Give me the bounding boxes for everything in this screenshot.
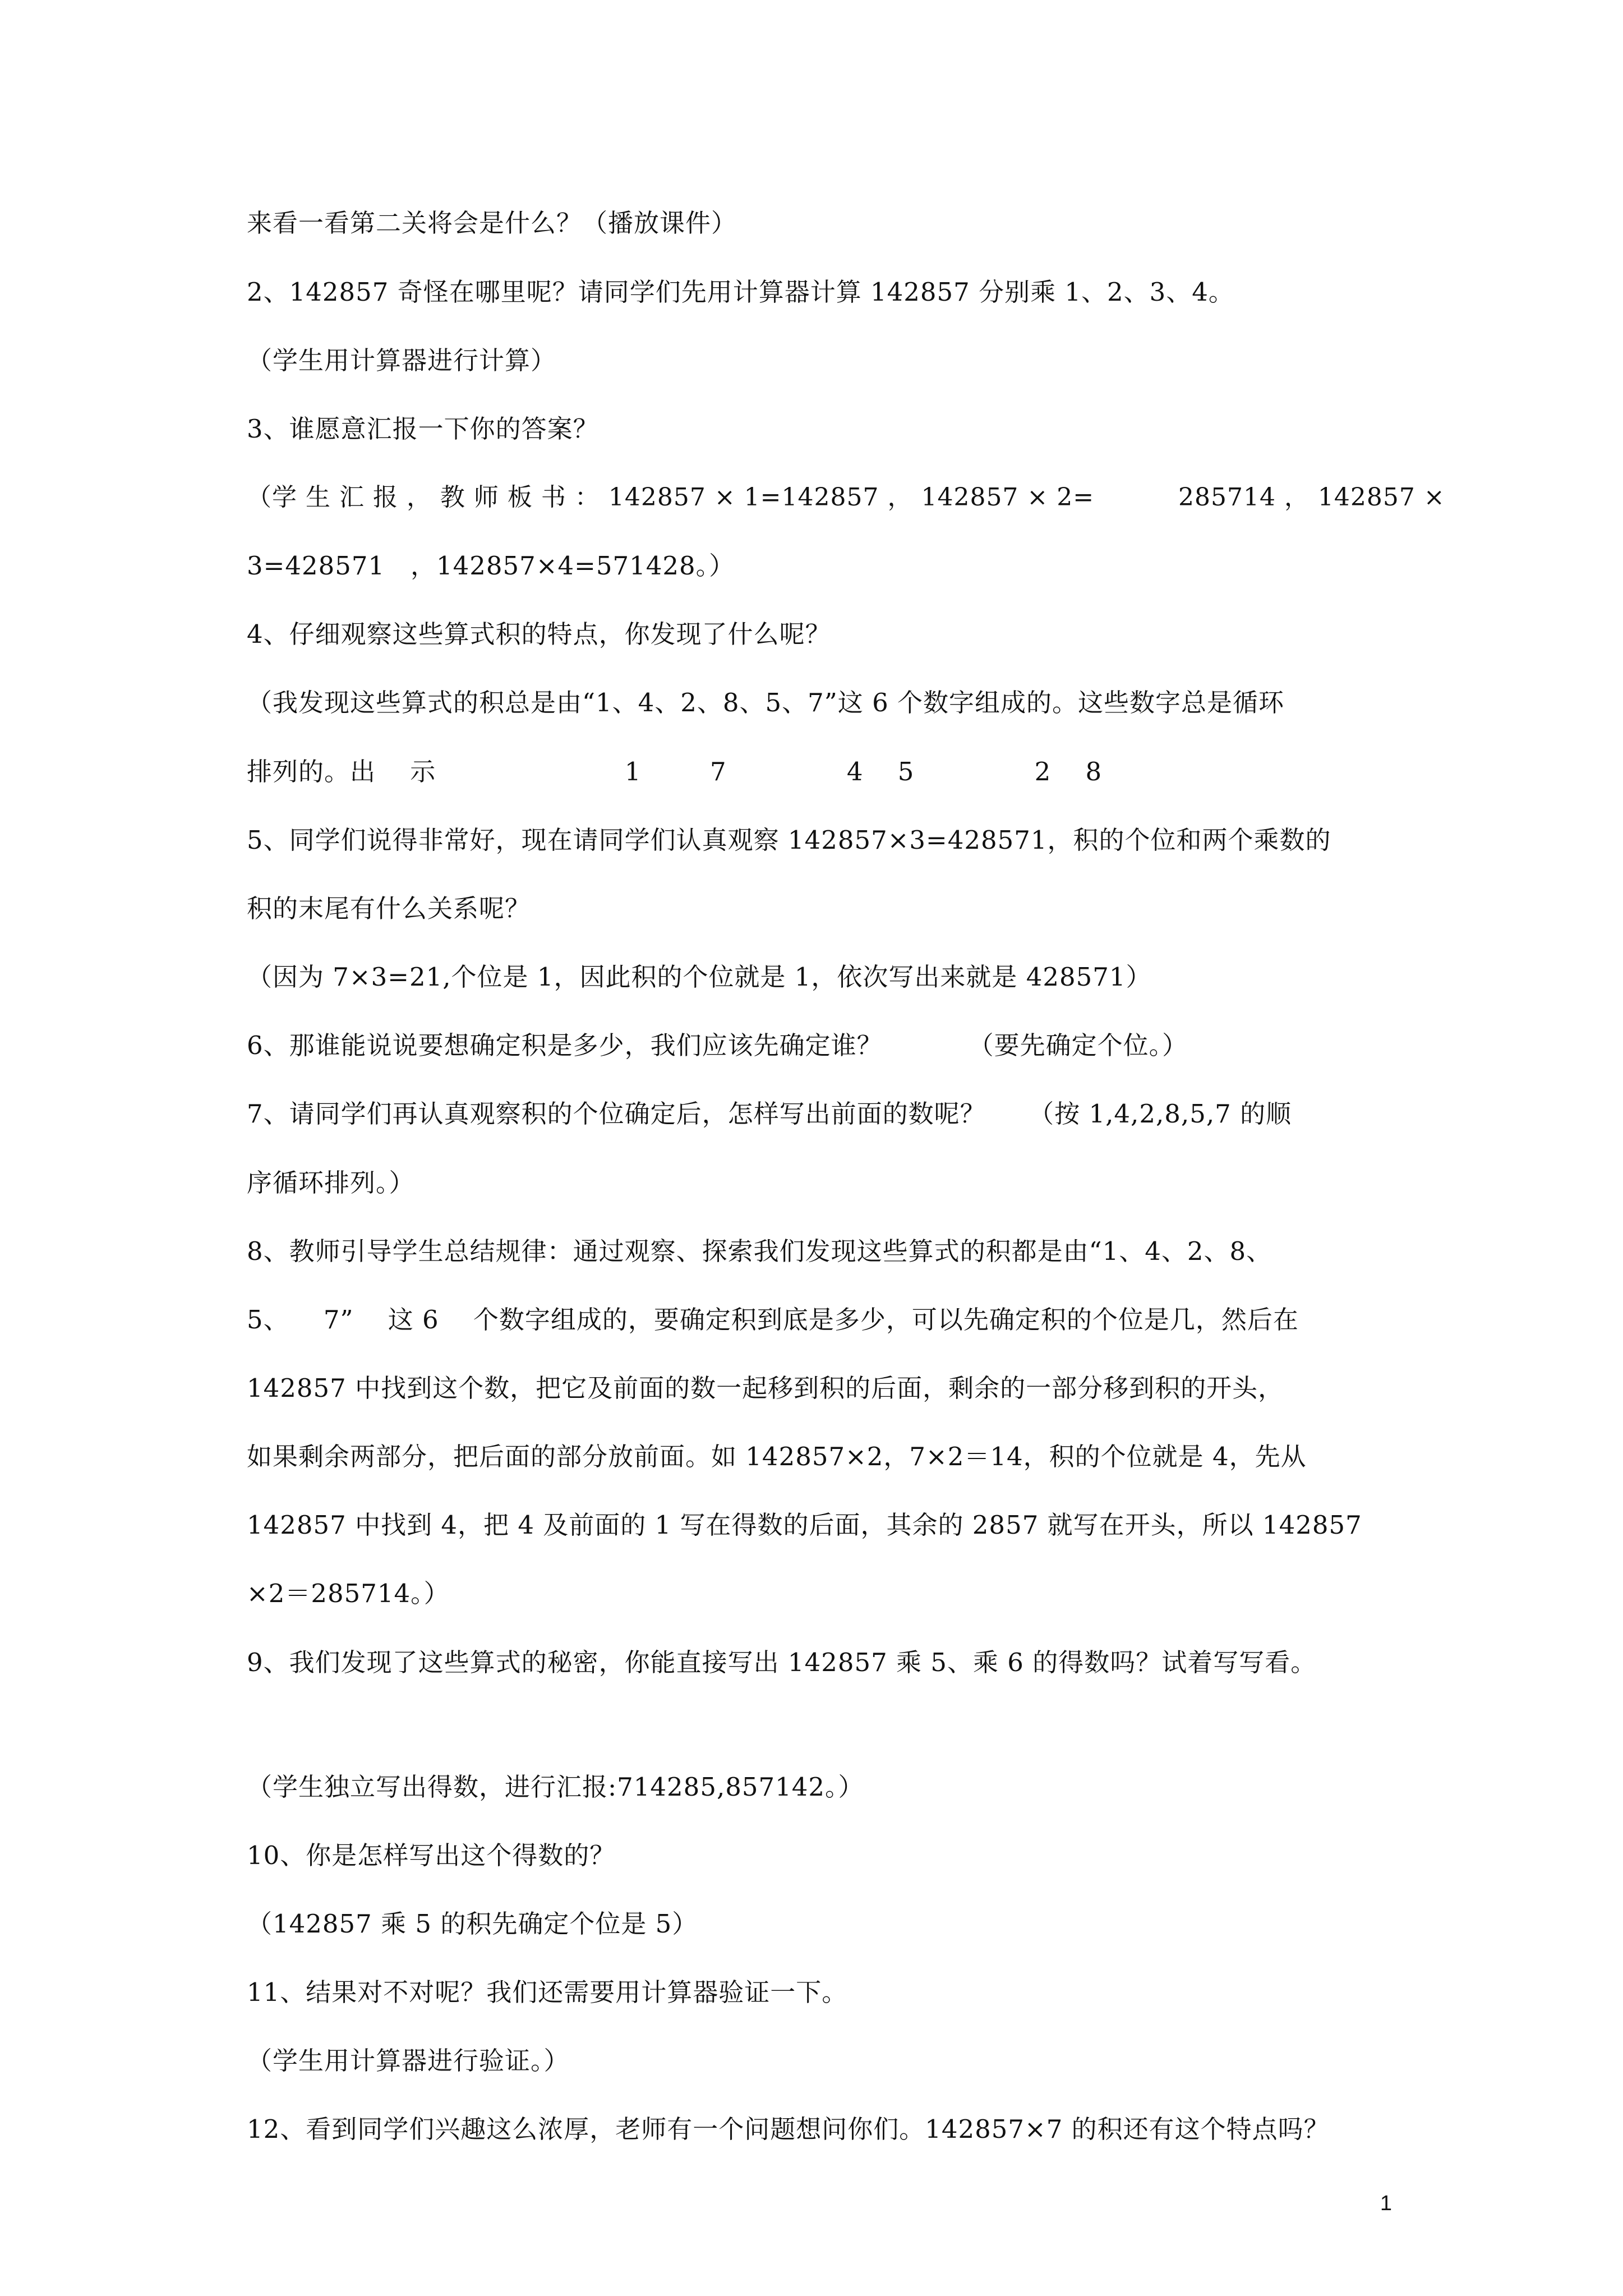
- text-line: 12、看到同学们兴趣这么浓厚，老师有一个问题想问你们。142857×7 的积还有这个特点吗？: [247, 2114, 1330, 2144]
- text-line: （学生用计算器进行验证。）: [247, 2046, 570, 2076]
- text-line: 5、 7” 这 6 个数字组成的，要确定积到底是多少，可以先确定积的个位是几，然后在: [247, 1305, 1299, 1335]
- page-number: 1: [1380, 2192, 1392, 2215]
- text-line: 142857 中找到这个数，把它及前面的数一起移到积的后面，剩余的一部分移到积的开头，: [247, 1373, 1284, 1403]
- text-line: ×2＝285714。）: [247, 1579, 450, 1608]
- text-line: （学 生 汇 报 ， 教 师 板 书 ： 142857 × 1=142857 ， 142857 × 2= 285714 ， 142857 ×: [247, 483, 1445, 512]
- text-line: 排列的。出 示 1 7 4 5 2 8: [247, 757, 1103, 786]
- text-line: 6、那谁能说说要想确定积是多少，我们应该先确定谁？ （要先确定个位。）: [247, 1030, 1188, 1060]
- text-line: 积的末尾有什么关系呢？: [247, 894, 531, 923]
- text-line: 11、结果对不对呢？我们还需要用计算器验证一下。: [247, 1977, 848, 2007]
- text-line: 8、教师引导学生总结规律：通过观察、探索我们发现这些算式的积都是由“1、4、2、8、: [247, 1236, 1272, 1266]
- text-line: 9、我们发现了这些算式的秘密，你能直接写出 142857 乘 5、乘 6 的得数吗？试着写写看。: [247, 1648, 1317, 1677]
- text-line: 5、同学们说得非常好，现在请同学们认真观察 142857×3=428571，积的个位和两个乘数的: [247, 825, 1331, 855]
- text-line: （学生用计算器进行计算）: [247, 346, 557, 375]
- text-line: 如果剩余两部分，把后面的部分放前面。如 142857×2，7×2＝14，积的个位就是 4，先从: [247, 1442, 1307, 1471]
- text-line: 4、仔细观察这些算式积的特点，你发现了什么呢？: [247, 619, 831, 649]
- text-line: 10、你是怎样写出这个得数的？: [247, 1841, 616, 1870]
- text-line: （142857 乘 5 的积先确定个位是 5）: [247, 1909, 698, 1939]
- text-line: 7、请同学们再认真观察积的个位确定后，怎样写出前面的数呢？ （按 1,4,2,8,5,7 的顺: [247, 1099, 1292, 1129]
- text-line: （我发现这些算式的积总是由“1、4、2、8、5、7”这 6 个数字组成的。这些数字总是循环: [247, 688, 1285, 717]
- text-line: 142857 中找到 4，把 4 及前面的 1 写在得数的后面，其余的 2857 就写在开头，所以 142857: [247, 1510, 1362, 1540]
- text-line: 3=428571 ，142857×4=571428。）: [247, 551, 735, 581]
- text-line: （因为 7×3=21,个位是 1，因此积的个位就是 1，依次写出来就是 428571）: [247, 962, 1152, 992]
- text-line: （学生独立写出得数，进行汇报:714285,857142。）: [247, 1772, 864, 1802]
- text-line: 2、142857 奇怪在哪里呢？请同学们先用计算器计算 142857 分别乘 1、2、3、4。: [247, 277, 1234, 307]
- text-line: 序循环排列。）: [247, 1168, 415, 1198]
- text-line: 3、谁愿意汇报一下你的答案？: [247, 414, 599, 444]
- text-line: 来看一看第二关将会是什么？（播放课件）: [247, 208, 737, 238]
